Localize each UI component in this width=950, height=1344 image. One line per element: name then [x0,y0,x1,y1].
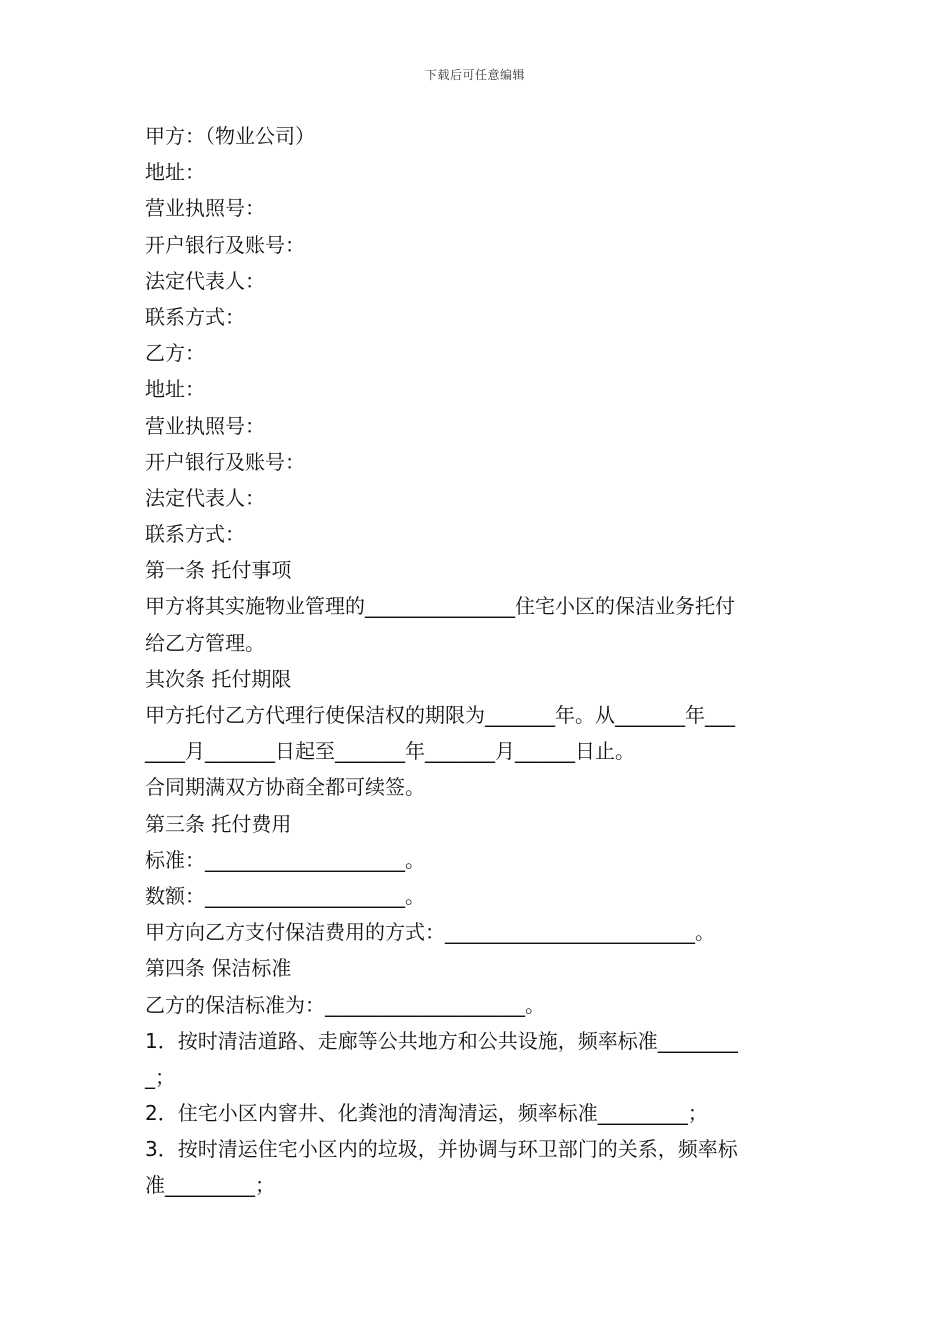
standard-item-1-line-2: _； [145,1064,175,1089]
standard-item-3-line-1: 3．按时清运住宅小区内的垃圾，并协调与环卫部门的关系，频率标 [145,1137,738,1162]
standard-item-3-line-2: 准_________； [145,1173,275,1198]
fee-standard-line: 标准：____________________。 [145,847,425,872]
standard-item-1-line-1: 1．按时清洁道路、走廊等公共地方和公共设施，频率标准________ [145,1028,738,1053]
party-b-address-line: 地址： [145,377,205,402]
payment-method-line: 甲方向乙方支付保洁费用的方式：_________________________。 [145,920,715,945]
party-b-contact-line: 联系方式： [145,522,245,547]
article-2-text-line-1: 甲方托付乙方代理行使保洁权的期限为_______年。从_______年___ [145,703,735,727]
article-2-text-line-2: ____月_______日起至_______年_______月______日止。 [145,739,635,764]
cleaning-standard-line: 乙方的保洁标准为：____________________。 [145,992,545,1017]
party-a-representative-line: 法定代表人： [145,268,265,293]
party-b-representative-line: 法定代表人： [145,485,265,510]
party-a-bank-line: 开户银行及账号： [145,232,305,257]
article-2-text-line-3: 合同期满双方协商全都可续签。 [145,775,425,800]
article-3-heading: 第三条 托付费用 [145,811,292,836]
party-b-bank-line: 开户银行及账号： [145,449,305,474]
article-1-text-line-2: 给乙方管理。 [145,630,265,655]
party-a-address-line: 地址： [145,160,205,185]
article-1-text-line-1: 甲方将其实施物业管理的_______________住宅小区的保洁业务托付 [145,594,735,619]
party-a-license-line: 营业执照号： [145,196,265,221]
party-a-contact-line: 联系方式： [145,304,245,329]
contract-body [145,118,825,1204]
fee-amount-line: 数额：____________________。 [145,883,425,908]
party-b-line: 乙方： [145,341,205,366]
header-note: 下载后可任意编辑 [424,68,525,82]
article-1-heading: 第一条 托付事项 [145,558,292,583]
article-4-heading: 第四条 保洁标准 [145,956,292,981]
party-a-line: 甲方：（物业公司） [145,124,315,148]
article-2-heading: 其次条 托付期限 [145,666,292,691]
standard-item-2-line: 2．住宅小区内窨井、化粪池的清淘清运，频率标准_________； [145,1101,708,1126]
party-b-license-line: 营业执照号： [145,413,265,438]
